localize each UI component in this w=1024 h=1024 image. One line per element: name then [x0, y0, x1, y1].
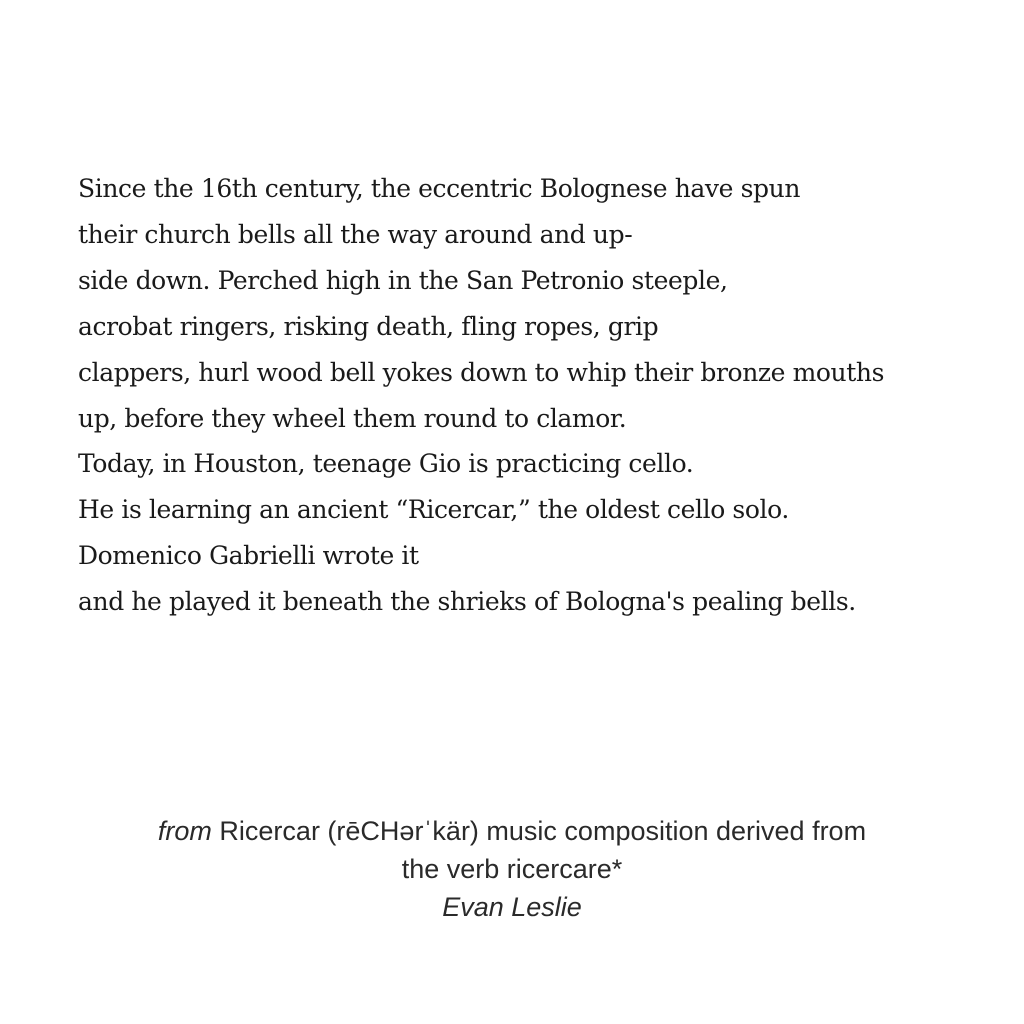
source-line — [62, 812, 962, 850]
poem-line: and he played it beneath the shrieks of Bologna's pealing bells. — [78, 587, 856, 617]
poem — [78, 166, 978, 625]
poem-line: side down. Perched high in the San Petronio steeple, — [78, 265, 728, 295]
poem-line: Domenico Gabrielli wrote it — [78, 541, 419, 571]
poem-line: up, before they wheel them round to clamor. — [78, 403, 627, 433]
from-word: from — [157, 816, 212, 846]
source-line-continued: the verb ricercare* — [401, 854, 623, 884]
poem-line: clappers, hurl wood bell yokes down to whip their bronze mouths — [78, 357, 885, 387]
attribution-caption — [62, 812, 962, 926]
author-name: Evan Leslie — [442, 892, 582, 922]
poem-line: Today, in Houston, teenage Gio is practicing cello. — [78, 449, 694, 479]
source-text: Ricercar (rēCHərˈkär) music composition derived from — [219, 816, 867, 846]
poem-line: Since the 16th century, the eccentric Bolognese have spun — [78, 174, 801, 203]
poem-line: their church bells all the way around and up- — [78, 219, 633, 249]
poem-line: acrobat ringers, risking death, fling ropes, grip — [78, 311, 659, 341]
poem-line: He is learning an ancient “Ricercar,” the oldest cello solo. — [78, 495, 789, 525]
